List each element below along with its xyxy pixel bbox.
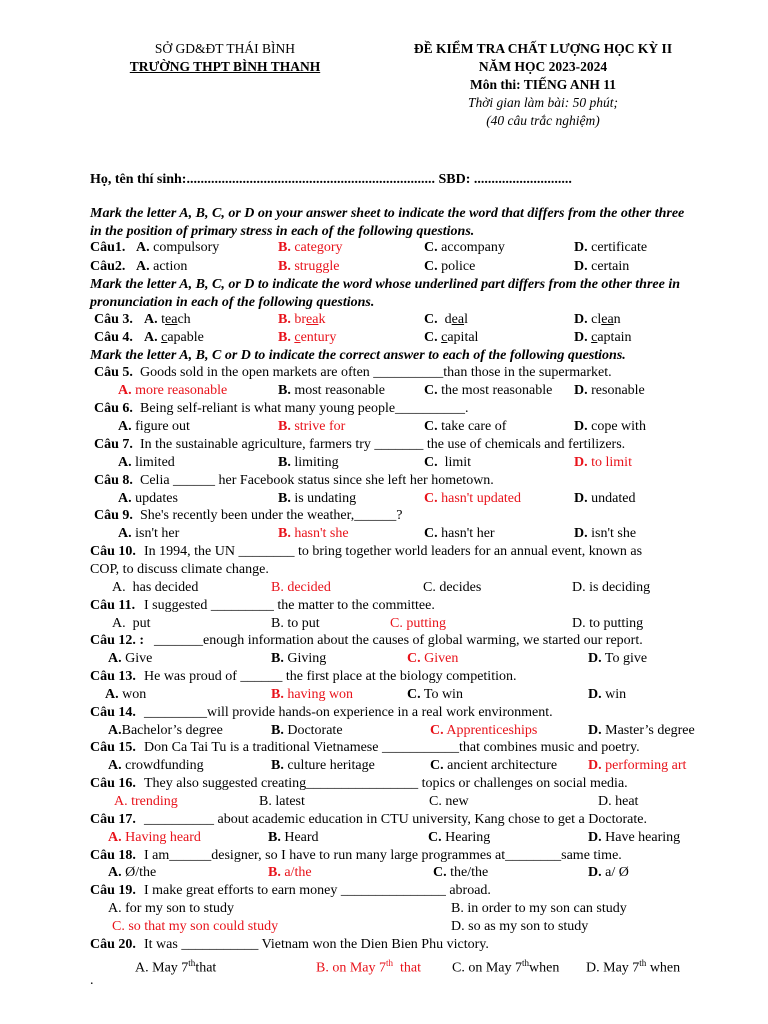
option-d[interactable]: so as my son to study — [468, 919, 589, 934]
option-letter: A. — [118, 383, 132, 398]
option-letter: C. — [424, 455, 438, 470]
question-19-stem — [90, 882, 690, 900]
candidate-name-field[interactable]: ....................................................................... — [186, 172, 435, 187]
option-c[interactable]: police — [441, 259, 476, 274]
option-c[interactable]: the/the — [450, 865, 489, 880]
option-letter: D. — [451, 919, 465, 934]
option-letter: C. — [429, 794, 442, 809]
option-a[interactable]: updates — [135, 491, 178, 506]
option-letter: C. — [424, 240, 438, 255]
option-d[interactable]: isn't she — [591, 526, 637, 541]
option-letter: C. — [424, 312, 438, 327]
option-b[interactable]: B. break — [278, 312, 326, 327]
option-c[interactable]: take care of — [441, 419, 507, 434]
option-letter: D. — [574, 419, 588, 434]
option-letter: B. — [271, 758, 284, 773]
option-letter: C. — [424, 491, 438, 506]
question-number: Câu 4. — [94, 330, 133, 345]
option-a[interactable]: won — [122, 687, 147, 702]
question-7-options — [90, 454, 690, 472]
option-letter: B. — [271, 580, 284, 595]
option-letter: D. — [574, 312, 588, 327]
option-letter: A. — [114, 794, 128, 809]
option-letter: C. — [423, 580, 436, 595]
question-19-options-2 — [90, 918, 690, 936]
option-a[interactable]: A. capable — [144, 330, 204, 345]
option-letter: B. — [278, 312, 291, 327]
option-letter: A. — [118, 491, 132, 506]
question-number: Câu 20. — [90, 937, 136, 952]
option-letter: D. — [598, 794, 612, 809]
question-4 — [90, 329, 690, 347]
candidate-name-label: Họ, tên thí sinh: — [90, 172, 187, 187]
option-b[interactable]: having won — [287, 687, 354, 702]
question-14-stem — [90, 704, 690, 722]
option-c[interactable]: the most reasonable — [441, 383, 553, 398]
option-d[interactable]: D. May 7th when — [586, 958, 681, 976]
option-d[interactable]: undated — [591, 491, 636, 506]
option-letter: C. — [430, 723, 444, 738]
option-a[interactable]: Bachelor’s degree — [121, 723, 223, 738]
question-10-stem — [90, 543, 690, 561]
question-20-stem — [90, 936, 690, 954]
option-letter: A. — [108, 651, 122, 666]
option-letter: C. — [424, 330, 438, 345]
option-letter: B. — [271, 651, 284, 666]
option-letter: C. — [407, 687, 421, 702]
question-5-stem — [90, 364, 690, 382]
option-a[interactable]: put — [132, 616, 151, 631]
option-letter: B. — [271, 616, 284, 631]
option-a[interactable]: Having heard — [125, 830, 201, 845]
option-letter: D. — [588, 830, 602, 845]
question-text: She's recently been under the weather,______? — [140, 508, 403, 523]
option-d[interactable]: Have hearing — [605, 830, 681, 845]
option-letter: B. — [278, 240, 291, 255]
option-b[interactable]: in order to my son can study — [467, 901, 627, 916]
question-3 — [90, 311, 690, 329]
question-8-options — [90, 490, 690, 508]
question-text: In the sustainable agriculture, farmers try _______ the use of chemicals and fertilizers. — [140, 437, 626, 452]
question-6-options — [90, 418, 690, 436]
option-letter: B. — [271, 723, 284, 738]
option-letter: B. — [259, 794, 272, 809]
question-9-stem — [90, 507, 690, 525]
question-number: Câu 11. — [90, 598, 136, 613]
option-letter: C. — [112, 919, 125, 934]
option-letter: C. — [424, 383, 438, 398]
option-letter: C. — [424, 259, 438, 274]
option-d[interactable]: to putting — [589, 616, 644, 631]
option-a[interactable]: Give — [125, 651, 153, 666]
option-c[interactable]: accompany — [441, 240, 505, 255]
option-letter: B. — [268, 830, 281, 845]
question-count: (40 câu trắc nghiệm) — [486, 113, 600, 128]
question-text: Being self-reliant is what many young people__________. — [140, 401, 469, 416]
option-a[interactable]: for my son to study — [125, 901, 235, 916]
option-letter: D. — [588, 651, 602, 666]
option-b[interactable]: most reasonable — [294, 383, 385, 398]
question-2 — [90, 258, 690, 276]
option-letter: D. — [574, 259, 588, 274]
option-a[interactable]: A. May 7ththat — [135, 958, 217, 976]
option-b[interactable]: culture heritage — [287, 758, 375, 773]
question-19-options-1 — [90, 900, 690, 918]
option-letter: A. — [108, 901, 122, 916]
option-letter: D. — [572, 616, 586, 631]
question-text: __________ about academic education in CTU university, Kang chose to get a Doctorate. — [144, 812, 647, 827]
option-d[interactable]: win — [605, 687, 627, 702]
question-text: He was proud of ______ the first place at the biology competition. — [144, 669, 517, 684]
question-text: They also suggested creating________________ topics or challenges on social media. — [144, 776, 628, 791]
option-c[interactable]: decides — [439, 580, 482, 595]
question-number: Câu 5. — [94, 365, 133, 380]
question-17-stem — [90, 811, 690, 829]
department-name: SỞ GD&ĐT THÁI BÌNH — [154, 41, 296, 56]
option-d[interactable]: To give — [604, 651, 648, 666]
option-a[interactable]: trending — [131, 794, 178, 809]
option-b[interactable]: limiting — [294, 455, 339, 470]
question-1 — [90, 239, 690, 257]
option-letter: A. — [136, 259, 150, 274]
option-letter: C. — [433, 865, 447, 880]
option-letter: C. — [452, 960, 465, 976]
option-d[interactable]: to limit — [591, 455, 632, 470]
option-letter: C. — [430, 758, 444, 773]
option-c[interactable]: hasn't her — [441, 526, 495, 541]
trailing-dot-line — [90, 972, 690, 990]
question-text: Goods sold in the open markets are often __________than those in the supermarket. — [140, 365, 612, 380]
option-d[interactable]: certificate — [591, 240, 648, 255]
option-letter: D. — [574, 491, 588, 506]
option-letter: C. — [424, 526, 438, 541]
option-letter: D. — [588, 758, 602, 773]
question-text: I suggested _________ the matter to the committee. — [144, 598, 435, 613]
option-letter: A. — [144, 312, 158, 327]
option-a[interactable]: has decided — [132, 580, 199, 595]
option-letter: A. — [112, 616, 126, 631]
option-letter: C. — [428, 830, 442, 845]
option-b[interactable]: decided — [287, 580, 331, 595]
question-16-options — [90, 793, 690, 811]
instruction-correct-answer: Mark the letter A, B, C or D to indicate the correct answer to each of the following questions. — [90, 348, 626, 363]
option-letter: D. — [574, 330, 588, 345]
option-letter: A. — [112, 580, 126, 595]
question-10-options — [90, 579, 690, 597]
option-c[interactable]: C. deal — [424, 312, 468, 327]
question-number: Câu 8. — [94, 473, 133, 488]
candidate-number-field[interactable]: ............................ — [473, 172, 572, 187]
question-number: Câu 6. — [94, 401, 133, 416]
candidate-number-label: SBD: — [438, 172, 471, 187]
option-b[interactable]: Heard — [284, 830, 319, 845]
option-letter: A. — [108, 723, 122, 738]
question-number: Câu 16. — [90, 776, 136, 791]
school-year: NĂM HỌC 2023-2024 — [478, 59, 608, 74]
candidate-info-line — [90, 171, 690, 189]
option-letter: C. — [390, 616, 403, 631]
option-letter: C. — [424, 419, 438, 434]
option-d[interactable]: cope with — [591, 419, 646, 434]
option-a[interactable]: action — [153, 259, 188, 274]
option-a[interactable]: figure out — [135, 419, 190, 434]
school-name: TRƯỜNG THPT BÌNH THANH — [129, 59, 321, 74]
option-letter: C. — [407, 651, 421, 666]
instruction-stress: Mark the letter A, B, C, or D on your answer sheet to indicate the word that differs from the other three in the position of primary stress in each of the following questions. — [90, 206, 685, 239]
question-13-stem — [90, 668, 690, 686]
option-letter: D. — [588, 687, 602, 702]
question-number: Câu 15. — [90, 740, 136, 755]
option-a[interactable]: isn't her — [135, 526, 180, 541]
option-letter: B. — [316, 960, 329, 976]
question-6-stem — [90, 400, 690, 418]
option-b[interactable]: a/the — [284, 865, 312, 880]
question-8-stem — [90, 472, 690, 490]
question-number: Câu 3. — [94, 312, 133, 327]
question-text: In 1994, the UN ________ to bring together world leaders for an annual event, known as — [144, 544, 643, 559]
option-letter: D. — [574, 455, 588, 470]
option-letter: D. — [588, 723, 602, 738]
option-letter: B. — [278, 491, 291, 506]
option-letter: D. — [588, 865, 602, 880]
option-c[interactable]: C. capital — [424, 330, 479, 345]
option-a[interactable]: A. teach — [144, 312, 191, 327]
option-d[interactable]: performing art — [605, 758, 687, 773]
option-letter: A. — [108, 865, 122, 880]
question-number: Câu1. — [90, 240, 126, 255]
exam-time: Thời gian làm bài: 50 phút; — [467, 95, 619, 110]
question-text: COP, to discuss climate change. — [90, 562, 269, 577]
option-c[interactable]: ancient architecture — [447, 758, 558, 773]
question-9-options — [90, 525, 690, 543]
option-letter: B. — [278, 383, 291, 398]
option-b[interactable]: latest — [275, 794, 305, 809]
option-letter: B. — [278, 526, 291, 541]
question-number: Câu 7. — [94, 437, 133, 452]
option-d[interactable]: certain — [591, 259, 630, 274]
question-15-stem — [90, 739, 690, 757]
option-letter: B. — [271, 687, 284, 702]
question-5-options — [90, 382, 690, 400]
option-b[interactable]: is undating — [294, 491, 357, 506]
question-text: _______enough information about the causes of global warming, we started our report. — [154, 633, 643, 648]
question-number: Câu 9. — [94, 508, 133, 523]
option-letter: A. — [118, 526, 132, 541]
option-c[interactable]: new — [445, 794, 469, 809]
option-a[interactable]: limited — [135, 455, 175, 470]
question-number: Câu 18. — [90, 848, 136, 863]
option-letter: A. — [144, 330, 158, 345]
option-a[interactable]: more reasonable — [135, 383, 228, 398]
option-letter: A. — [135, 960, 149, 976]
option-letter: A. — [108, 830, 122, 845]
question-number: Câu 17. — [90, 812, 136, 827]
question-text: Don Ca Tai Tu is a traditional Vietnamese ___________that combines music and poetry. — [144, 740, 640, 755]
option-b[interactable]: B. on May 7th that — [316, 958, 422, 976]
question-number: Câu 19. — [90, 883, 136, 898]
option-d[interactable]: a/ Ø — [605, 865, 629, 880]
option-letter: D. — [586, 960, 600, 976]
option-d[interactable]: heat — [615, 794, 639, 809]
option-a[interactable]: crowdfunding — [125, 758, 204, 773]
option-b[interactable]: strive for — [294, 419, 346, 434]
question-text: I make great efforts to earn money _______________ abroad. — [144, 883, 491, 898]
question-number: Câu 10. — [90, 544, 136, 559]
option-letter: B. — [278, 419, 291, 434]
question-number: Câu 13. — [90, 669, 136, 684]
option-letter: D. — [574, 526, 588, 541]
question-17-options — [90, 829, 690, 847]
option-letter: D. — [574, 383, 588, 398]
option-d[interactable]: is deciding — [589, 580, 651, 595]
option-d[interactable]: Master’s degree — [605, 723, 695, 738]
option-c[interactable]: Hearing — [445, 830, 491, 845]
question-10-stem-cont — [90, 561, 690, 579]
option-b[interactable]: to put — [287, 616, 320, 631]
question-18-options — [90, 864, 690, 882]
question-16-stem — [90, 775, 690, 793]
question-11-options — [90, 615, 690, 633]
question-7-stem — [90, 436, 690, 454]
option-b[interactable]: Giving — [287, 651, 327, 666]
question-15-options — [90, 757, 690, 775]
option-letter: B. — [278, 259, 291, 274]
option-letter: B. — [278, 330, 291, 345]
instruction-pronunciation: Mark the letter A, B, C, or D to indicate the word whose underlined part differs from the other three in pronunciation in each of the following questions. — [90, 277, 680, 310]
option-c[interactable]: putting — [406, 616, 447, 631]
question-12-stem — [90, 632, 690, 650]
option-letter: B. — [278, 455, 291, 470]
option-letter: D. — [572, 580, 586, 595]
exam-subject: Môn thi: TIẾNG ANH 11 — [469, 77, 617, 92]
option-letter: A. — [136, 240, 150, 255]
option-c[interactable]: hasn't updated — [441, 491, 522, 506]
option-b[interactable]: B. century — [278, 330, 337, 345]
question-11-stem — [90, 597, 690, 615]
question-14-options — [90, 722, 695, 740]
option-letter: A. — [105, 687, 119, 702]
option-letter: B. — [268, 865, 281, 880]
question-number: Câu2. — [90, 259, 126, 274]
option-b[interactable]: hasn't she — [294, 526, 349, 541]
option-c[interactable]: To win — [423, 687, 463, 702]
option-b[interactable]: struggle — [294, 259, 340, 274]
option-c[interactable]: Apprenticeships — [446, 723, 538, 738]
option-d[interactable]: resonable — [591, 383, 645, 398]
question-13-options — [90, 686, 690, 704]
question-text: _________will provide hands-on experience in a real work environment. — [144, 705, 553, 720]
option-a[interactable]: compulsory — [153, 240, 220, 255]
question-number: Câu 14. — [90, 705, 136, 720]
question-text: Celia ______ her Facebook status since she left her hometown. — [140, 473, 494, 488]
option-letter: B. — [451, 901, 464, 916]
option-a[interactable]: Ø/the — [125, 865, 157, 880]
option-d[interactable]: D. clean — [574, 312, 621, 327]
trailing-dot: . — [90, 973, 94, 988]
option-c[interactable]: Given — [424, 651, 459, 666]
option-letter: A. — [118, 455, 132, 470]
option-c[interactable]: C. on May 7thwhen — [452, 958, 560, 976]
question-text: I am______designer, so I have to run many large programmes at________same time. — [144, 848, 622, 863]
question-18-stem — [90, 847, 690, 865]
option-letter: A. — [108, 758, 122, 773]
question-number: Câu 12. : — [90, 633, 145, 648]
exam-title: ĐỀ KIỂM TRA CHẤT LƯỢNG HỌC KỲ II — [413, 41, 673, 56]
option-c[interactable]: limit — [444, 455, 472, 470]
question-12-options — [90, 650, 690, 668]
question-20-options — [90, 954, 690, 976]
option-b[interactable]: Doctorate — [287, 723, 343, 738]
option-b[interactable]: category — [294, 240, 343, 255]
option-letter: D. — [574, 240, 588, 255]
option-d[interactable]: D. captain — [574, 330, 632, 345]
option-c[interactable]: so that my son could study — [128, 919, 279, 934]
question-text: It was ___________ Vietnam won the Dien Bien Phu victory. — [144, 937, 489, 952]
option-letter: A. — [118, 419, 132, 434]
